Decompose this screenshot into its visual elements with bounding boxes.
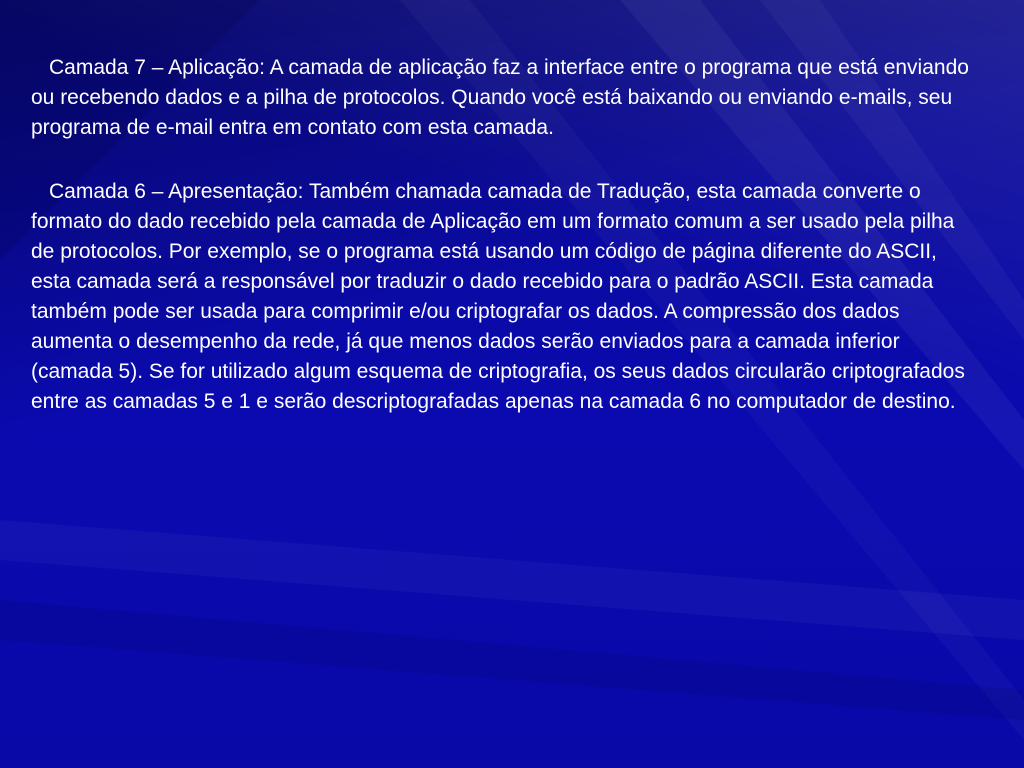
paragraph-text: Camada 6 – Apresentação: Também chamada camada de Tradução, esta camada converte o formato do dado recebido pela camada de Aplicação em um formato comum a ser usado pela pilha de protocolos. Por exemplo, se o programa está usando um código de página diferente do ASCII, esta camada será a responsável por traduzir o dado recebido para o padrão ASCII. Esta camada também pode ser usada para comprimir e/ou criptografar os dados. A compressão dos dados aumenta o desempenho da rede, já que menos dados serão enviados para a camada inferior (camada 5). Se for utilizado algum esquema de criptografia, os seus dados circularão criptografados entre as camadas 5 e 1 e serão descriptografadas apenas na camada 6 no computador de destino. (31, 180, 965, 413)
paragraph-text: Camada 7 – Aplicação: A camada de aplicação faz a interface entre o programa que está enviando ou recebendo dados e a pilha de protocolos. Quando você está baixando ou enviando e-mails, seu programa de e-mail entra em contato com esta camada. (31, 56, 969, 139)
paragraph-camada-6 (31, 177, 981, 417)
paragraph-camada-7 (31, 53, 981, 143)
slide-body (31, 53, 981, 451)
